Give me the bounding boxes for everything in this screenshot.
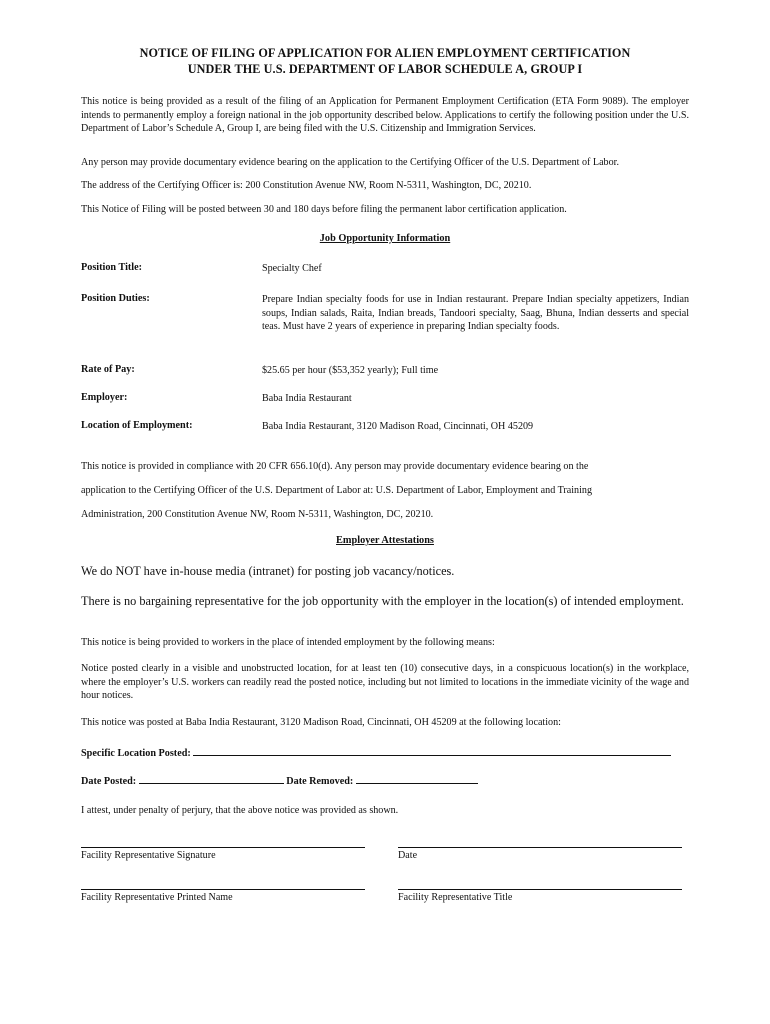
position-duties-value: Prepare Indian specialty foods for use in Indian restaurant. Prepare Indian specialty appetizers, Indian soups, Indian salads, Raita, Indian breads, Tandoori specialty, Saag, Bhuna, Indian desserts and special teas. Must have 2 years of experience in preparing Indian specialty foods. xyxy=(262,294,689,333)
means-statement: This notice is being provided to workers in the place of intended employment by the following means: xyxy=(81,637,495,648)
rate-of-pay-label: Rate of Pay: xyxy=(81,364,135,375)
title-label: Facility Representative Title xyxy=(398,892,513,903)
title-line[interactable] xyxy=(398,889,682,890)
signature-label: Facility Representative Signature xyxy=(81,850,216,861)
date-label: Date xyxy=(398,850,418,861)
posted-clearly-statement: Notice posted clearly in a visible and unobstructed location, for at least ten (10) consecutive days, in a conspicuous location(s) in the workplace, where the employer’s U.S. workers can readily read the posted notice, including but not limited to locations in the immediate vicinity of the wage and hour notices. xyxy=(81,663,689,702)
posted-at-statement: This notice was posted at Baba India Restaurant, 3120 Madison Road, Cincinnati, OH 45209 at the following location: xyxy=(81,717,561,728)
posting-period-paragraph: This Notice of Filing will be posted between 30 and 180 days before filing the permanent labor certification application. xyxy=(81,204,567,215)
signature-line[interactable] xyxy=(81,847,365,848)
location-of-employment-label: Location of Employment: xyxy=(81,420,193,431)
bargaining-statement: There is no bargaining representative for the job opportunity with the employer in the location(s) of intended employment. xyxy=(81,594,684,608)
date-posted-row xyxy=(81,773,478,787)
attestation-statement: I attest, under penalty of perjury, that the above notice was provided as shown. xyxy=(81,805,399,816)
employer-value: Baba India Restaurant xyxy=(262,393,352,404)
location-of-employment-value: Baba India Restaurant, 3120 Madison Road, Cincinnati, OH 45209 xyxy=(262,421,534,432)
document-title-line-1: NOTICE OF FILING OF APPLICATION FOR ALIEN EMPLOYMENT CERTIFICATION xyxy=(139,46,631,60)
date-line[interactable] xyxy=(398,847,682,848)
employer-attestations-heading xyxy=(0,535,770,546)
position-duties-label: Position Duties: xyxy=(81,293,150,304)
printed-name-label: Facility Representative Printed Name xyxy=(81,892,233,903)
certifying-officer-address: The address of the Certifying Officer is: 200 Constitution Avenue NW, Room N-5311, Washington, DC, 20210. xyxy=(81,180,532,191)
employer-attestations-heading-text: Employer Attestations xyxy=(336,535,434,546)
employer-label: Employer: xyxy=(81,392,128,403)
specific-location-row xyxy=(81,745,671,759)
compliance-line-3: Administration, 200 Constitution Avenue NW, Room N-5311, Washington, DC, 20210. xyxy=(81,509,434,520)
intro-paragraph: This notice is being provided as a result of the filing of an Application for Permanent Employment Certification (ETA Form 9089). The employer intends to permanently employ a foreign national in the job opportunity described below. Applications to certify the following position under the U.S. Department of Labor’s Schedule A, Group I, are being filed with the U.S. Citizenship and Immigration Services. xyxy=(81,96,689,135)
date-removed-label: Date Removed: xyxy=(286,776,354,787)
rate-of-pay-value: $25.65 per hour ($53,352 yearly); Full time xyxy=(262,365,439,376)
date-posted-label: Date Posted: xyxy=(81,776,137,787)
evidence-paragraph: Any person may provide documentary evidence bearing on the application to the Certifying Officer of the U.S. Department of Labor. xyxy=(81,157,619,168)
document-title-line-2: UNDER THE U.S. DEPARTMENT OF LABOR SCHEDULE A, GROUP I xyxy=(187,62,583,76)
printed-name-line[interactable] xyxy=(81,889,365,890)
intranet-statement: We do NOT have in-house media (intranet) for posting job vacancy/notices. xyxy=(81,564,455,578)
job-info-heading xyxy=(0,233,770,244)
date-removed-blank[interactable] xyxy=(356,773,478,784)
position-title-value: Specialty Chef xyxy=(262,263,322,274)
compliance-line-2: application to the Certifying Officer of the U.S. Department of Labor at: U.S. Department of Labor, Employment and Training xyxy=(81,485,592,496)
specific-location-label: Specific Location Posted: xyxy=(81,748,191,759)
job-info-heading-text: Job Opportunity Information xyxy=(319,233,451,244)
specific-location-blank[interactable] xyxy=(193,745,671,756)
compliance-line-1: This notice is provided in compliance with 20 CFR 656.10(d). Any person may provide documentary evidence bearing on the xyxy=(81,461,589,472)
position-title-label: Position Title: xyxy=(81,262,143,273)
date-posted-blank[interactable] xyxy=(139,773,284,784)
